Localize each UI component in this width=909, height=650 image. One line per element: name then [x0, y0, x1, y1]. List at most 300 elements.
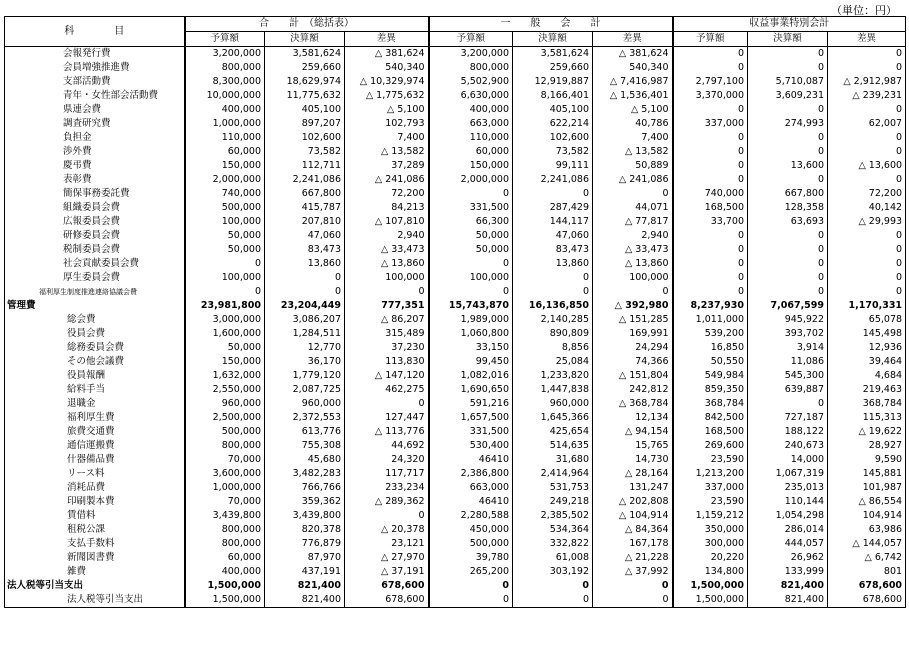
diff-cell: △ 13,860	[593, 257, 673, 271]
diff-cell: △ 29,993	[828, 215, 906, 229]
actual-cell: 2,241,086	[265, 173, 345, 187]
table-row	[5, 313, 906, 327]
row-label: 組織委員会費	[5, 201, 185, 215]
diff-cell: 14,730	[593, 453, 673, 467]
diff-cell: 104,914	[828, 509, 906, 523]
diff-cell: 678,600	[828, 579, 906, 593]
diff-cell: 23,121	[345, 537, 429, 551]
actual-cell: 405,100	[513, 103, 593, 117]
row-label: 会員増強推進費	[5, 61, 185, 75]
diff-cell: 115,313	[828, 411, 906, 425]
diff-cell: △ 6,742	[828, 551, 906, 565]
actual-cell: 437,191	[265, 565, 345, 579]
table-row	[5, 131, 906, 145]
budget-cell: 530,400	[429, 439, 513, 453]
actual-cell: 639,887	[748, 383, 828, 397]
actual-cell: 240,673	[748, 439, 828, 453]
budget-cell: 70,000	[185, 495, 265, 509]
diff-cell: △ 239,231	[828, 89, 906, 103]
diff-cell: △ 104,914	[593, 509, 673, 523]
diff-cell: 44,692	[345, 439, 429, 453]
actual-cell: 102,600	[513, 131, 593, 145]
budget-cell: 842,500	[673, 411, 748, 425]
budget-cell: 450,000	[429, 523, 513, 537]
actual-cell: 303,192	[513, 565, 593, 579]
group-header-general: 一 般 会 計	[429, 17, 673, 32]
diff-cell: 65,078	[828, 313, 906, 327]
diff-cell: 678,600	[345, 593, 429, 608]
actual-cell: 3,581,624	[513, 47, 593, 62]
diff-cell: 74,366	[593, 355, 673, 369]
budget-cell: 1,082,016	[429, 369, 513, 383]
diff-cell: 145,498	[828, 327, 906, 341]
diff-cell: 801	[828, 565, 906, 579]
diff-cell: 0	[345, 397, 429, 411]
diff-cell: △ 113,776	[345, 425, 429, 439]
budget-cell: 60,000	[185, 551, 265, 565]
actual-cell: 776,879	[265, 537, 345, 551]
budget-cell: 0	[673, 271, 748, 285]
actual-cell: 26,962	[748, 551, 828, 565]
diff-cell: △ 241,086	[593, 173, 673, 187]
diff-cell: △ 13,600	[828, 159, 906, 173]
diff-cell: 7,400	[593, 131, 673, 145]
budget-cell: 400,000	[429, 103, 513, 117]
actual-cell: 286,014	[748, 523, 828, 537]
actual-cell: 622,214	[513, 117, 593, 131]
budget-cell: 549,984	[673, 369, 748, 383]
actual-cell: 405,100	[265, 103, 345, 117]
actual-cell: 415,787	[265, 201, 345, 215]
diff-cell: 12,936	[828, 341, 906, 355]
budget-cell: 300,000	[673, 537, 748, 551]
budget-cell: 0	[673, 145, 748, 159]
actual-cell: 531,753	[513, 481, 593, 495]
budget-cell: 0	[673, 257, 748, 271]
diff-cell: 0	[828, 257, 906, 271]
row-label: 青年・女性部会活動費	[5, 89, 185, 103]
diff-cell: △ 144,057	[828, 537, 906, 551]
diff-cell: △ 13,582	[593, 145, 673, 159]
diff-cell: 40,786	[593, 117, 673, 131]
actual-cell: 12,919,887	[513, 75, 593, 89]
budget-cell: 168,500	[673, 201, 748, 215]
diff-cell: 37,230	[345, 341, 429, 355]
table-row	[5, 299, 906, 313]
budget-cell: 134,800	[673, 565, 748, 579]
row-label: 厚生委員会費	[5, 271, 185, 285]
diff-cell: △ 13,860	[345, 257, 429, 271]
diff-cell: 0	[593, 187, 673, 201]
subcol-diff: 差異	[828, 32, 906, 47]
diff-cell: 145,881	[828, 467, 906, 481]
budget-cell: 1,500,000	[673, 593, 748, 608]
actual-cell: 259,660	[265, 61, 345, 75]
diff-cell: 2,940	[593, 229, 673, 243]
actual-cell: 821,400	[265, 579, 345, 593]
budget-cell: 800,000	[185, 61, 265, 75]
diff-cell: △ 37,992	[593, 565, 673, 579]
budget-cell: 1,500,000	[673, 579, 748, 593]
diff-cell: 24,320	[345, 453, 429, 467]
budget-cell: 269,600	[673, 439, 748, 453]
diff-cell: 462,275	[345, 383, 429, 397]
actual-cell: 332,822	[513, 537, 593, 551]
budget-cell: 1,000,000	[185, 481, 265, 495]
budget-cell: 5,502,900	[429, 75, 513, 89]
row-label: その他会議費	[5, 355, 185, 369]
actual-cell: 0	[748, 103, 828, 117]
budget-cell: 1,159,212	[673, 509, 748, 523]
budget-cell: 1,690,650	[429, 383, 513, 397]
diff-cell: △ 77,817	[593, 215, 673, 229]
subcol-actual: 決算額	[748, 32, 828, 47]
actual-cell: 3,609,231	[748, 89, 828, 103]
budget-cell: 400,000	[185, 565, 265, 579]
actual-cell: 3,914	[748, 341, 828, 355]
actual-cell: 287,429	[513, 201, 593, 215]
table-row	[5, 341, 906, 355]
budget-cell: 50,000	[185, 243, 265, 257]
actual-cell: 0	[513, 271, 593, 285]
actual-cell: 514,635	[513, 439, 593, 453]
actual-cell: 960,000	[513, 397, 593, 411]
actual-cell: 2,414,964	[513, 467, 593, 481]
diff-cell: 117,717	[345, 467, 429, 481]
row-label: 県連会費	[5, 103, 185, 117]
actual-cell: 23,204,449	[265, 299, 345, 313]
budget-cell: 70,000	[185, 453, 265, 467]
row-label: 賃借料	[5, 509, 185, 523]
row-label: リース料	[5, 467, 185, 481]
row-label: 福利厚生費	[5, 411, 185, 425]
row-label: 負担金	[5, 131, 185, 145]
actual-cell: 207,810	[265, 215, 345, 229]
table-row	[5, 355, 906, 369]
settlement-table	[4, 16, 906, 608]
actual-cell: 45,680	[265, 453, 345, 467]
actual-cell: 821,400	[748, 579, 828, 593]
diff-cell: 0	[828, 229, 906, 243]
budget-cell: 50,550	[673, 355, 748, 369]
actual-cell: 0	[748, 131, 828, 145]
row-label: 退職金	[5, 397, 185, 411]
diff-cell: △ 28,164	[593, 467, 673, 481]
row-label: 新聞図書費	[5, 551, 185, 565]
actual-cell: 47,060	[513, 229, 593, 243]
actual-cell: 1,645,366	[513, 411, 593, 425]
row-label: 給料手当	[5, 383, 185, 397]
budget-cell: 0	[429, 285, 513, 299]
row-label: 総務委員会費	[5, 341, 185, 355]
diff-cell: 0	[828, 173, 906, 187]
actual-cell: 249,218	[513, 495, 593, 509]
actual-cell: 667,800	[265, 187, 345, 201]
diff-cell: △ 94,154	[593, 425, 673, 439]
actual-cell: 16,136,850	[513, 299, 593, 313]
budget-cell: 265,200	[429, 565, 513, 579]
table-row	[5, 145, 906, 159]
diff-cell: 0	[345, 285, 429, 299]
actual-cell: 0	[265, 285, 345, 299]
diff-cell: △ 381,624	[345, 47, 429, 62]
budget-cell: 39,780	[429, 551, 513, 565]
budget-cell: 663,000	[429, 481, 513, 495]
diff-cell: 0	[828, 243, 906, 257]
diff-cell: △ 27,970	[345, 551, 429, 565]
table-row	[5, 509, 906, 523]
budget-cell: 740,000	[185, 187, 265, 201]
subcol-diff: 差異	[345, 32, 429, 47]
actual-cell: 0	[748, 271, 828, 285]
budget-cell: 800,000	[185, 537, 265, 551]
actual-cell: 0	[748, 243, 828, 257]
table-row	[5, 159, 906, 173]
budget-cell: 150,000	[185, 355, 265, 369]
budget-cell: 1,500,000	[185, 593, 265, 608]
row-label: 什器備品費	[5, 453, 185, 467]
actual-cell: 1,054,298	[748, 509, 828, 523]
budget-cell: 1,000,000	[185, 117, 265, 131]
budget-cell: 368,784	[673, 397, 748, 411]
diff-cell: △ 289,362	[345, 495, 429, 509]
budget-cell: 0	[673, 173, 748, 187]
actual-cell: 2,140,285	[513, 313, 593, 327]
budget-cell: 50,000	[185, 341, 265, 355]
row-label: 支部活動費	[5, 75, 185, 89]
actual-cell: 766,766	[265, 481, 345, 495]
table-row	[5, 593, 906, 608]
budget-cell: 2,280,588	[429, 509, 513, 523]
budget-cell: 1,989,000	[429, 313, 513, 327]
actual-cell: 0	[513, 285, 593, 299]
diff-cell: △ 33,473	[593, 243, 673, 257]
budget-cell: 60,000	[429, 145, 513, 159]
budget-cell: 0	[673, 61, 748, 75]
diff-cell: 242,812	[593, 383, 673, 397]
table-row	[5, 439, 906, 453]
actual-cell: 47,060	[265, 229, 345, 243]
budget-cell: 1,632,000	[185, 369, 265, 383]
budget-cell: 8,300,000	[185, 75, 265, 89]
actual-cell: 83,473	[265, 243, 345, 257]
row-label: 租税公課	[5, 523, 185, 537]
table-row	[5, 523, 906, 537]
actual-cell: 1,284,511	[265, 327, 345, 341]
actual-cell: 102,600	[265, 131, 345, 145]
row-label: 総会費	[5, 313, 185, 327]
diff-cell: △ 20,378	[345, 523, 429, 537]
actual-cell: 13,860	[513, 257, 593, 271]
actual-cell: 3,086,207	[265, 313, 345, 327]
actual-cell: 0	[748, 173, 828, 187]
actual-cell: 25,084	[513, 355, 593, 369]
budget-cell: 33,700	[673, 215, 748, 229]
group-header-profit: 収益事業特別会計	[673, 17, 906, 32]
diff-cell: △ 381,624	[593, 47, 673, 62]
diff-cell: △ 368,784	[593, 397, 673, 411]
row-label: 法人税等引当支出	[5, 593, 185, 608]
budget-cell: 0	[673, 285, 748, 299]
diff-cell: △ 7,416,987	[593, 75, 673, 89]
actual-cell: 18,629,974	[265, 75, 345, 89]
diff-cell: △ 21,228	[593, 551, 673, 565]
diff-cell: 63,986	[828, 523, 906, 537]
budget-cell: 500,000	[429, 537, 513, 551]
actual-cell: 36,170	[265, 355, 345, 369]
diff-cell: 1,170,331	[828, 299, 906, 313]
row-label: 役員報酬	[5, 369, 185, 383]
diff-cell: △ 1,775,632	[345, 89, 429, 103]
budget-cell: 23,590	[673, 453, 748, 467]
row-label: 印刷製本費	[5, 495, 185, 509]
diff-cell: △ 147,120	[345, 369, 429, 383]
actual-cell: 83,473	[513, 243, 593, 257]
actual-cell: 2,385,502	[513, 509, 593, 523]
actual-cell: 0	[748, 229, 828, 243]
row-label: 簡保事務委託費	[5, 187, 185, 201]
diff-cell: △ 241,086	[345, 173, 429, 187]
diff-cell: 219,463	[828, 383, 906, 397]
budget-cell: 0	[673, 131, 748, 145]
budget-cell: 60,000	[185, 145, 265, 159]
diff-cell: 131,247	[593, 481, 673, 495]
budget-cell: 740,000	[673, 187, 748, 201]
diff-cell: △ 84,364	[593, 523, 673, 537]
actual-cell: 667,800	[748, 187, 828, 201]
budget-cell: 2,000,000	[185, 173, 265, 187]
budget-cell: 1,060,800	[429, 327, 513, 341]
actual-cell: 3,439,800	[265, 509, 345, 523]
row-label: 会報発行費	[5, 47, 185, 62]
actual-cell: 7,067,599	[748, 299, 828, 313]
diff-cell: 62,007	[828, 117, 906, 131]
budget-cell: 663,000	[429, 117, 513, 131]
diff-cell: 678,600	[345, 579, 429, 593]
actual-cell: 73,582	[513, 145, 593, 159]
actual-cell: 820,378	[265, 523, 345, 537]
actual-cell: 31,680	[513, 453, 593, 467]
table-row	[5, 565, 906, 579]
row-label: 慶弔費	[5, 159, 185, 173]
budget-cell: 3,200,000	[429, 47, 513, 62]
budget-cell: 400,000	[185, 103, 265, 117]
diff-cell: 40,142	[828, 201, 906, 215]
diff-cell: △ 10,329,974	[345, 75, 429, 89]
budget-cell: 99,450	[429, 355, 513, 369]
diff-cell: △ 107,810	[345, 215, 429, 229]
row-label: 消耗品費	[5, 481, 185, 495]
budget-cell: 3,000,000	[185, 313, 265, 327]
diff-cell: 169,991	[593, 327, 673, 341]
budget-cell: 960,000	[185, 397, 265, 411]
actual-cell: 235,013	[748, 481, 828, 495]
diff-cell: 315,489	[345, 327, 429, 341]
diff-cell: △ 151,285	[593, 313, 673, 327]
budget-cell: 16,850	[673, 341, 748, 355]
actual-cell: 87,970	[265, 551, 345, 565]
subcol-budget: 予算額	[429, 32, 513, 47]
actual-cell: 444,057	[748, 537, 828, 551]
budget-cell: 800,000	[429, 61, 513, 75]
actual-cell: 0	[265, 271, 345, 285]
subcol-actual: 決算額	[265, 32, 345, 47]
table-body	[5, 47, 906, 608]
table-row	[5, 89, 906, 103]
budget-cell: 2,550,000	[185, 383, 265, 397]
budget-cell: 350,000	[673, 523, 748, 537]
budget-cell: 800,000	[185, 439, 265, 453]
budget-cell: 23,981,800	[185, 299, 265, 313]
row-label: 通信運搬費	[5, 439, 185, 453]
actual-cell: 3,482,283	[265, 467, 345, 481]
diff-cell: 72,200	[345, 187, 429, 201]
actual-cell: 0	[513, 579, 593, 593]
diff-cell: 777,351	[345, 299, 429, 313]
actual-cell: 890,809	[513, 327, 593, 341]
actual-cell: 1,779,120	[265, 369, 345, 383]
actual-cell: 11,086	[748, 355, 828, 369]
budget-cell: 2,500,000	[185, 411, 265, 425]
diff-cell: 101,987	[828, 481, 906, 495]
table-row	[5, 453, 906, 467]
diff-cell: △ 392,980	[593, 299, 673, 313]
diff-cell: 50,889	[593, 159, 673, 173]
diff-cell: 0	[828, 61, 906, 75]
row-label: 税制委員会費	[5, 243, 185, 257]
budget-cell: 0	[673, 243, 748, 257]
budget-cell: 591,216	[429, 397, 513, 411]
budget-cell: 3,600,000	[185, 467, 265, 481]
diff-cell: 0	[828, 285, 906, 299]
table-row	[5, 243, 906, 257]
actual-cell: 359,362	[265, 495, 345, 509]
table-row	[5, 75, 906, 89]
table-row	[5, 383, 906, 397]
table-row	[5, 425, 906, 439]
budget-cell: 337,000	[673, 117, 748, 131]
actual-cell: 63,693	[748, 215, 828, 229]
diff-cell: △ 1,536,401	[593, 89, 673, 103]
actual-cell: 128,358	[748, 201, 828, 215]
budget-cell: 3,200,000	[185, 47, 265, 62]
actual-cell: 3,581,624	[265, 47, 345, 62]
diff-cell: 0	[593, 285, 673, 299]
actual-cell: 534,364	[513, 523, 593, 537]
diff-cell: △ 86,207	[345, 313, 429, 327]
budget-cell: 1,500,000	[185, 579, 265, 593]
unit-label: （単位：円）	[831, 4, 897, 17]
diff-cell: 0	[828, 103, 906, 117]
diff-cell: 100,000	[593, 271, 673, 285]
diff-cell: 37,289	[345, 159, 429, 173]
diff-cell: 0	[345, 509, 429, 523]
actual-cell: 61,008	[513, 551, 593, 565]
table-row	[5, 271, 906, 285]
actual-cell: 0	[513, 187, 593, 201]
budget-cell: 23,590	[673, 495, 748, 509]
diff-cell: △ 5,100	[593, 103, 673, 117]
budget-cell: 1,011,000	[673, 313, 748, 327]
budget-cell: 66,300	[429, 215, 513, 229]
table-row	[5, 495, 906, 509]
diff-cell: 100,000	[345, 271, 429, 285]
table-row	[5, 229, 906, 243]
actual-cell: 112,711	[265, 159, 345, 173]
actual-cell: 144,117	[513, 215, 593, 229]
header-group-row	[5, 17, 906, 32]
diff-cell: △ 19,622	[828, 425, 906, 439]
